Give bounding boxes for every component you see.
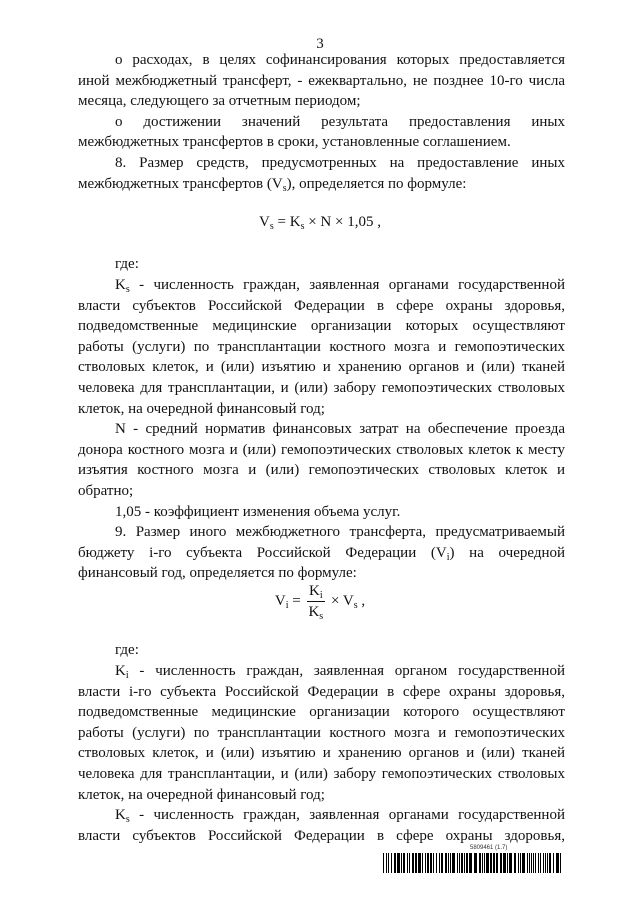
text-line: человека для трансплантации, и (или) забору гемопоэтических стволовых [78,380,565,396]
barcode-stripe [493,853,495,873]
text-line: 9. Размер иного межбюджетного трансферта, предусматриваемый [115,524,565,541]
text-line: бюджету i-го субъекта Российской Федерации $(V_i)$ на очередной [78,544,566,563]
text-line: о расходах, в целях софинансирования которых предоставляется [115,52,565,68]
barcode-stripe [522,853,525,873]
text-line: подведомственные медицинские организации которых осуществляют [78,318,565,335]
page-number: 3 [316,36,324,52]
text-line: где: [115,642,139,658]
text-line: межбюджетных трансфертов в сроки, установленные соглашением. [78,134,511,151]
barcode-stripe [466,853,468,873]
formula-vs: $V_s = K_s \times N \times 1,05$ , [259,214,381,232]
text-line: работы (услуги) по трансплантации костного мозга и гемопоэтических [78,338,565,355]
text-line: донора костного мозга и (или) гемопоэтических стволовых клеток к месту [78,441,565,458]
barcode-stripe [445,853,447,873]
text-line: N - средний норматив финансовых затрат на обеспечение проезда [115,421,565,438]
text-line: иной межбюджетный трансферт, - ежеквартально, не позднее 10-го числа [78,72,565,89]
text-line: $K_s$ - численность граждан, заявленная органами государственной [115,807,565,826]
barcode-stripe [520,853,521,873]
barcode-stripe [409,853,410,873]
barcode-stripe [518,853,519,873]
barcode-stripe [418,853,421,873]
barcode-stripe [547,853,548,873]
text-line: 8. Размер средств, предусмотренных на предоставление иных [115,155,565,171]
barcode-stripe [529,853,530,873]
text-line: $K_i$ - численность граждан, заявленная органом государственной [115,663,565,681]
barcode-stripe [509,853,512,873]
barcode-stripe [538,853,539,873]
barcode-stripe [412,853,414,873]
barcode-stripe [560,853,561,873]
barcode-stripe [457,853,458,873]
barcode-stripe [535,853,536,873]
text-line: власти субъектов Российской Федерации в сфере охраны здоровья, [78,827,565,844]
barcode-stripe [469,853,472,873]
barcode-stripe [486,853,489,873]
barcode-stripe [490,853,492,873]
barcode-stripe [394,853,396,873]
text-line: 1,05 - коэффициент изменения объема услуг. [115,503,401,520]
barcode-stripe [500,853,502,873]
text-line: стволовых клеток, и (или) изъятию и хранению органов и (или) тканей [78,745,565,762]
barcode-stripe [397,853,400,873]
barcode-stripe [540,853,541,873]
barcode-stripe [553,853,554,873]
text-line: $K_s$ - численность граждан, заявленная органами государственной [115,277,565,295]
barcode-stripe [386,853,387,873]
text-line: финансовый год, определяется по формуле: [78,565,357,582]
barcode-stripe [461,853,463,873]
barcode [383,853,563,873]
barcode-stripe [484,853,485,873]
barcode-stripe [407,853,408,873]
barcode-stripe [383,853,384,873]
barcode-stripe [533,853,534,873]
barcode-stripe [531,853,532,873]
barcode-stripe [415,853,417,873]
barcode-stripe [482,853,483,873]
barcode-stripe [496,853,498,873]
barcode-stripe [507,853,508,873]
text-line: изъятия костного мозга и (или) гемопоэтических стволовых клеток и [78,462,565,479]
barcode-stripe [549,853,551,873]
text-line: власти i-го субъекта Российской Федерации в сфере охраны здоровья, [78,683,565,700]
barcode-label: 5809461 (1.7) [470,845,508,851]
text-line: обратно; [78,483,134,499]
barcode-stripe [391,853,392,873]
barcode-stripe [479,853,481,873]
barcode-stripe [388,853,389,873]
text-line: власти субъектов Российской Федерации в сфере охраны здоровья, [78,297,565,314]
barcode-stripe [556,853,559,873]
text-line: о достижении значений результата предоставления иных [115,113,565,130]
barcode-stripe [527,853,528,873]
barcode-stripe [425,853,426,873]
barcode-stripe [459,853,460,873]
text-line: подведомственные медицинские организации которого осуществляют [78,704,565,721]
barcode-stripe [464,853,465,873]
barcode-stripe [448,853,449,873]
barcode-stripe [450,853,451,873]
text-line: межбюджетных трансфертов $(V_s)$, определяется по формуле: [78,175,467,194]
fraction: $\frac{K_i}{K_s}$ [308,583,324,622]
barcode-stripe [452,853,455,873]
barcode-stripe [436,853,437,873]
text-line: работы (услуги) по трансплантации костного мозга и гемопоэтических [78,724,565,741]
text-line: месяца, следующего за отчетным периодом; [78,93,361,110]
barcode-stripe [441,853,443,873]
barcode-stripe [439,853,440,873]
formula-vi: $V_i$ = $\frac{K_i}{K_s}$ × $V_s$ , [274,583,366,622]
barcode-stripe [514,853,516,873]
text-line: клеток, на очередной финансовый год; [78,400,325,417]
barcode-stripe [474,853,477,873]
barcode-stripe [543,853,544,873]
text-line: где: [115,256,139,272]
text-line: стволовых клеток, и (или) изъятию и хранению органов и (или) тканей [78,359,565,376]
barcode-stripe [433,853,434,873]
text-line: человека для трансплантации, и (или) забору гемопоэтических стволовых [78,766,565,782]
barcode-stripe [430,853,432,873]
barcode-stripe [545,853,546,873]
barcode-stripe [427,853,429,873]
barcode-stripe [403,853,405,873]
barcode-stripe [503,853,506,873]
barcode-stripe [401,853,402,873]
barcode-stripe [422,853,423,873]
text-line: клеток, на очередной финансовый год; [78,786,325,803]
